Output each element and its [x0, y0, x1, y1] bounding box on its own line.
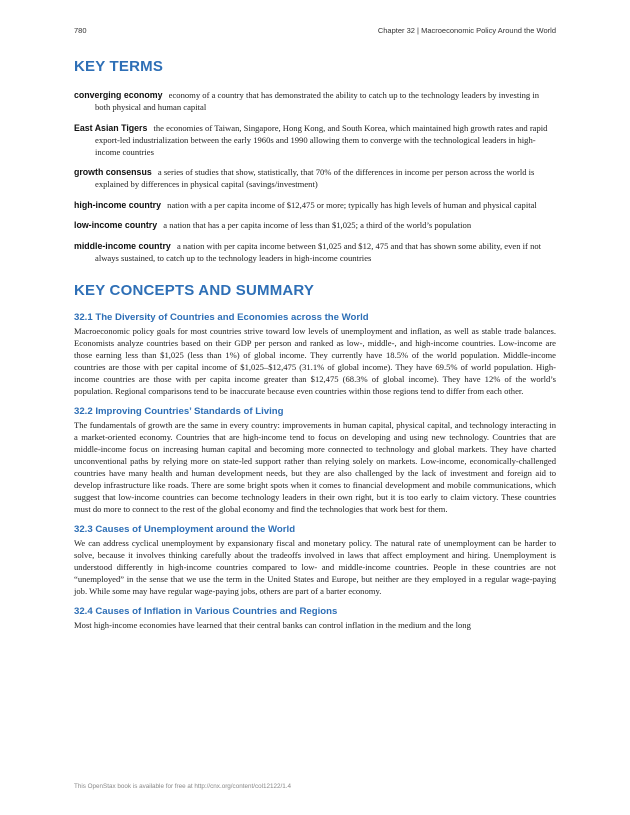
term-name: growth consensus [74, 167, 152, 177]
summary-heading: KEY CONCEPTS AND SUMMARY [74, 281, 315, 299]
summary-section [74, 606, 556, 631]
running-header [74, 26, 556, 38]
term-entry [74, 122, 556, 158]
section-text: We can address cyclical unemployment by expansionary fiscal and monetary policy. The natural rate of unemployment can be harder to solve, because it involves thinking carefully about the tradeoffs involved in laws that affect employment and hiring. Unemployment is understood differently in high-income countries compared to low- and middle-income countries. People in these countries are not “unemployed” in the sense that we use the term in the United States and Europe, but neither are they employed in a regular wage-paying job. While some may have regular wage-paying jobs, others are part of a barter economy. [74, 537, 556, 596]
summary-section [74, 406, 556, 515]
term-name: low-income country [74, 220, 158, 230]
term-definition: a nation with per capita income between $1,025 and $12, 475 and that has shown some ability, even if not always sustained, to catch up to the technology leaders in high-income countries [95, 240, 542, 263]
term-name: high-income country [74, 199, 161, 210]
key-terms-list [74, 89, 556, 264]
term-definition: the economies of Taiwan, Singapore, Hong Kong, and South Korea, which maintained high growth rates and rapid export-led industrialization between the early 1960s and 1990 allowing them to converge with the technological leaders in high-income countries [95, 122, 548, 157]
summary-section [74, 524, 556, 597]
term-entry [74, 240, 556, 264]
term-name: middle-income country [74, 240, 171, 251]
page-footer: This OpenStax book is available for free at http://cnx.org/content/col12122/1.4 [74, 783, 292, 790]
key-terms-heading: KEY TERMS [74, 58, 164, 75]
summary-section [74, 312, 556, 397]
term-entry [74, 89, 556, 113]
term-name: converging economy [74, 90, 163, 100]
section-title: 32.3 Causes of Unemployment around the World [74, 523, 296, 535]
chapter-title: Chapter 32 | Macroeconomic Policy Around the World [377, 26, 556, 35]
term-definition: nation with a per capita income of $12,475 or more; typically has high levels of human and physical capital [167, 199, 537, 210]
page-number: 780 [74, 26, 87, 35]
section-title: 32.2 Improving Countries’ Standards of Living [74, 405, 284, 417]
section-title: 32.4 Causes of Inflation in Various Countries and Regions [74, 605, 338, 617]
section-text: The fundamentals of growth are the same in every country: improvements in human capital, physical capital, and technology interacting in a market-oriented economy. Countries that are high-income tend to focus on developing and using new technology. Countries that are middle-income focus on increasing human capital and becoming more connected to technology and global markets. They have charted unconventional paths by relying more on state-led support rather than relying solely on markets. Low-income, economically-challenged countries have many health and human development needs, but they are also challenged by the lack of investment and foreign aid to develop infrastructure like roads. There are some bright spots when it comes to financial development and mobile communications, which suggest that low-income countries can become technology leaders in their own right, but it is too early to claim victory. These countries must do more to connect to the rest of the global economy and find the technologies that work best for them. [74, 419, 556, 514]
term-entry [74, 199, 556, 211]
term-entry [74, 166, 556, 190]
term-entry [74, 219, 556, 231]
page-content [74, 58, 556, 640]
section-text: Macroeconomic policy goals for most countries strive toward low levels of unemployment and inflation, as well as stable trade balances. Economists analyze countries based on their GDP per person and ranked as low-, middle-, and high-income countries. Low-income are those earning less than $1,025 (less than 1%) of global income. They currently have 18.5% of the world population. Middle-income countries are those with per capital income of $1,025–$12,475 (31.1% of global income). They have 69.5% of world population. High-income countries are those with per capita income greater than $12,475 (68.3% of global income). They have 12% of the world’s population. Regional comparisons tend to be inaccurate because even countries within those regions tend to differ from each other. [74, 325, 556, 396]
section-text: Most high-income economies have learned that their central banks can control inflation in the medium and the long [74, 619, 471, 630]
term-definition: a series of studies that show, statistically, that 70% of the differences in income per person across the world is explained by differences in physical capital (savings/investment) [95, 167, 535, 189]
term-definition: economy of a country that has demonstrated the ability to catch up to the technology leaders by investing in both physical and human capital [95, 90, 540, 112]
section-title: 32.1 The Diversity of Countries and Economies across the World [74, 311, 369, 323]
term-definition: a nation that has a per capita income of less than $1,025; a third of the world’s population [163, 220, 472, 230]
term-name: East Asian Tigers [74, 122, 148, 133]
